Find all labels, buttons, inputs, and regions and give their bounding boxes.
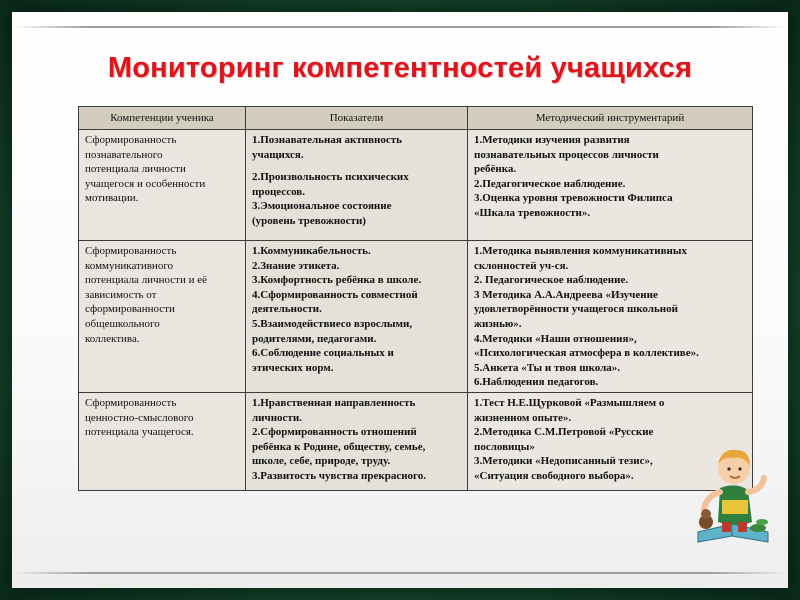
table-row	[79, 241, 753, 393]
cell-line: школе, себе, природе, труду.	[252, 455, 391, 468]
cell-line: 4.Сформированность совместной	[252, 288, 418, 301]
cell-line: 2.Методика С.М.Петровой «Русские	[474, 426, 654, 439]
competence-table	[78, 106, 753, 491]
table-header-row	[79, 107, 753, 130]
cell-line: 2.Сформированность отношений	[252, 426, 417, 439]
cell-line: 2.Произвольность психических	[252, 171, 409, 184]
cell-competence	[79, 392, 246, 490]
cell-line: этических норм.	[252, 361, 334, 374]
cell-line: склонностей уч-ся.	[474, 259, 569, 272]
cell-line: 2. Педагогическое наблюдение.	[474, 274, 629, 287]
cell-tools	[468, 130, 753, 241]
cell-line: познавательного	[85, 148, 163, 161]
cell-line: деятельности.	[252, 303, 322, 316]
cell-indicators	[246, 392, 468, 490]
cell-line: сформированности	[85, 303, 175, 316]
cell-line: учащегося и особенности	[85, 177, 206, 190]
top-divider	[12, 26, 788, 28]
cell-line: потенциала личности и её	[85, 274, 207, 287]
cell-line: удовлетворённости учащегося школьной	[474, 303, 678, 316]
cell-indicators	[246, 130, 468, 241]
cell-line: 4.Методики «Наши отношения»,	[474, 332, 637, 345]
cell-line: «Ситуация свободного выбора».	[474, 469, 634, 482]
cell-indicators	[246, 241, 468, 393]
cell-line: коммуникативного	[85, 259, 174, 272]
cell-line: 3.Эмоциональное состояние	[252, 200, 392, 213]
child-with-book-illustration	[692, 438, 772, 550]
header-indicators: Показатели	[246, 107, 468, 130]
cell-line: родителями, педагогами.	[252, 332, 377, 345]
cell-line: коллектива.	[85, 332, 140, 345]
cell-line: пословицы»	[474, 440, 535, 453]
cell-line: личности.	[252, 411, 302, 424]
cell-line: зависимость от	[85, 288, 157, 301]
cell-competence	[79, 241, 246, 393]
cell-line: ценностно-смыслового	[85, 411, 194, 424]
page-title: Мониторинг компетентностей учащихся	[107, 52, 693, 84]
cell-line: 3.Развитость чувства прекрасного.	[252, 469, 427, 482]
cell-line: 3.Комфортность ребёнка в школе.	[252, 274, 422, 287]
cell-line: потенциала личности	[85, 163, 186, 176]
table-row	[79, 392, 753, 490]
cell-line: 1.Нравственная направленность	[252, 396, 416, 409]
cell-line: Сформированность	[85, 134, 177, 146]
cell-line: жизнью».	[474, 317, 522, 330]
cell-line: 6.Наблюдения педагогов.	[474, 376, 599, 389]
cell-line: мотивации.	[85, 192, 139, 205]
cell-competence	[79, 130, 246, 241]
cell-line: познавательных процессов личности	[474, 148, 659, 161]
cell-line: Сформированность	[85, 396, 177, 409]
cell-line: потенциала учащегося.	[85, 426, 194, 439]
cell-line	[252, 162, 462, 170]
cell-line: 1.Коммуникабельность.	[252, 245, 371, 257]
cell-line: (уровень тревожности)	[252, 214, 366, 227]
cell-line: «Психологическая атмосфера в коллективе».	[474, 347, 699, 360]
cell-line: 6.Соблюдение социальных и	[252, 347, 394, 360]
cell-line: Сформированность	[85, 245, 177, 257]
cell-line: «Шкала тревожности».	[474, 206, 591, 219]
header-competence: Компетенции ученика	[79, 107, 246, 130]
cell-line: 5.Взаимодействиесо взрослыми,	[252, 317, 413, 330]
bottom-divider	[12, 572, 788, 574]
cell-line: 3.Методики «Недописанный тезис»,	[474, 455, 653, 468]
cell-line: 3.Оценка уровня тревожности Филипса	[474, 192, 673, 205]
cell-line: ребёнка.	[474, 163, 517, 176]
cell-line: процессов.	[252, 185, 305, 198]
cell-tools	[468, 241, 753, 393]
cell-line: ребёнка к Родине, обществу, семье,	[252, 440, 426, 453]
table-row	[79, 130, 753, 241]
cell-line: общешкольного	[85, 317, 160, 330]
header-tools: Методический инструментарий	[468, 107, 753, 130]
cell-line: 1.Методики изучения развития	[474, 134, 630, 146]
cell-line: 3 Методика А.А.Андреева «Изучение	[474, 288, 658, 301]
cell-line: 2.Знание этикета.	[252, 259, 340, 272]
cell-line: 1.Тест Н.Е.Щурковой «Размышляем о	[474, 396, 665, 409]
cell-line: 2.Педагогическое наблюдение.	[474, 177, 626, 190]
cell-line: учащихся.	[252, 148, 304, 161]
cell-line: 5.Анкета «Ты и твоя школа».	[474, 361, 620, 374]
cell-line: жизненном опыте».	[474, 411, 572, 424]
cell-line: 1.Познавательная активность	[252, 134, 402, 146]
cell-line: 1.Методика выявления коммуникативных	[474, 245, 687, 257]
